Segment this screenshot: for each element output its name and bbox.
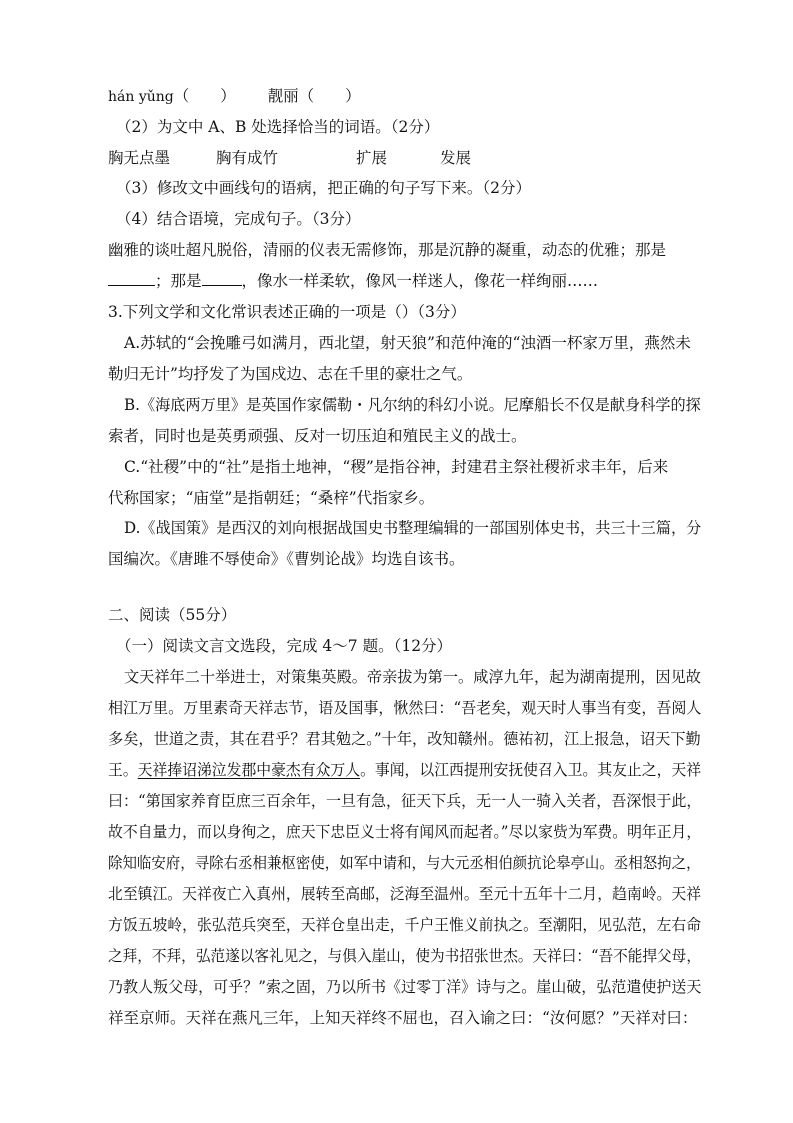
answer-blank[interactable] — [202, 271, 242, 286]
section-subtitle: （一）阅读文言文选段，完成 4～7 题。（12分） — [116, 637, 453, 655]
option-a-line1: A.苏轼的“会挽雕弓如满月，西北望，射天狼”和范仲淹的“浊酒一杯家万里，燕然未 — [124, 334, 691, 352]
passage-line: 曰：“第国家养育臣庶三百余年，一旦有急，征天下兵，无一人一骑入关者，吾深恨于此， — [108, 792, 702, 810]
passage-line: 祥至京师。天祥在燕凡三年，上知天祥终不屈也，召入谕之曰：“汝何愿？”天祥对曰： — [108, 1009, 698, 1027]
answer-blank[interactable] — [108, 271, 155, 286]
option-d-line1: D.《战国策》是西汉的刘向根据战国史书整理编辑的一部国别体史书，共三十三篇，分 — [124, 519, 702, 537]
answer-paren: （ ） — [298, 87, 361, 105]
q4-line2: ；那是 ，像水一样柔软，像风一样迷人，像花一样绚丽…… — [108, 271, 598, 291]
pinyin-text: hán yǔng — [108, 89, 174, 105]
passage-line: 北至镇江。天祥夜亡入真州，展转至高邮，泛海至温州。至元十五年十二月，趋南岭。天祥 — [108, 885, 702, 903]
passage-line: 除知临安府，寻除右丞相兼枢密使，如军中请和，与大元丞相伯颜抗论皋亭山。丞相怒拘之， — [108, 854, 701, 872]
option-d-line2: 国编次。《唐雎不辱使命》《曹刿论战》均选自该书。 — [108, 550, 465, 568]
option-b-line2: 索者，同时也是英勇顽强、反对一切压迫和殖民主义的战士。 — [108, 427, 527, 445]
passage-line: 乃教人叛父母，可乎？”索之固，乃以所书《过零丁洋》诗与之。崖山破，弘范遣使护送天 — [108, 978, 702, 996]
underlined-sentence: 天祥捧诏涕泣发郡中豪杰有众万人 — [137, 761, 361, 779]
passage-line: 王。天祥捧诏涕泣发郡中豪杰有众万人。事闻，以江西提刑安抚使召入卫。其友止之，天祥 — [108, 761, 702, 779]
option-word: 发展 — [440, 149, 472, 167]
answer-paren: （ ） — [173, 87, 236, 105]
word-text: 靓丽 — [267, 87, 299, 105]
option-word: 扩展 — [356, 149, 388, 167]
q2-prompt: （2）为文中 A、B 处选择恰当的词语。（2分） — [116, 118, 440, 136]
passage-line: 相江万里。万里素奇天祥志节，语及国事，愀然曰：“吾老矣，观天时人事当有变，吾阅人 — [108, 699, 702, 717]
passage-line: 文天祥年二十举进士，对策集英殿。帝亲拔为第一。咸淳九年，起为湖南提刑，因见故 — [124, 668, 701, 686]
option-word: 胸有成竹 — [216, 149, 279, 167]
passage-line: 故不自量力，而以身徇之，庶天下忠臣义士将有闻风而起者。”尽以家赀为军费。明年正月， — [108, 823, 702, 841]
option-c-line1: C.“社稷”中的“社”是指土地神，“稷”是指谷神，封建君主祭社稷祈求丰年，后来 — [124, 458, 669, 476]
pinyin-question-line — [108, 86, 361, 107]
option-b-line1: B.《海底两万里》是英国作家儒勒・凡尔纳的科幻小说。尼摩船长不仅是献身科学的探 — [124, 396, 701, 414]
q4-prompt: （4）结合语境，完成句子。（3分） — [116, 210, 361, 228]
passage-line: 多矣，世道之责，其在君乎？君其勉之。”十年，改知赣州。德祐初，江上报急，诏天下勤 — [108, 730, 701, 748]
passage-line: 之拜，不拜，弘范遂以客礼见之，与俱入崖山，使为书招张世杰。天祥曰：“吾不能捍父母， — [108, 947, 701, 965]
option-a-line2: 勒归无计”均抒发了为国戍边、志在千里的豪壮之气。 — [108, 365, 473, 383]
passage-line: 方饭五坡岭，张弘范兵突至，天祥仓皇出走，千户王惟义前执之。至潮阳，见弘范，左右命 — [108, 916, 702, 934]
q3-revision-prompt: （3）修改文中画线句的语病，把正确的句子写下来。（2分） — [116, 179, 531, 197]
q3-prompt: 3.下列文学和文化常识表述正确的一项是（）（3分） — [108, 303, 466, 321]
option-word: 胸无点墨 — [108, 149, 171, 167]
q4-line1: 幽雅的谈吐超凡脱俗，清丽的仪表无需修饰，那是沉静的凝重，动态的优雅；那是 — [108, 241, 667, 259]
section-title: 二、阅读（55分） — [108, 606, 237, 624]
option-c-line2: 代称国家；“庙堂”是指朝廷；“桑梓”代指家乡。 — [108, 489, 435, 507]
